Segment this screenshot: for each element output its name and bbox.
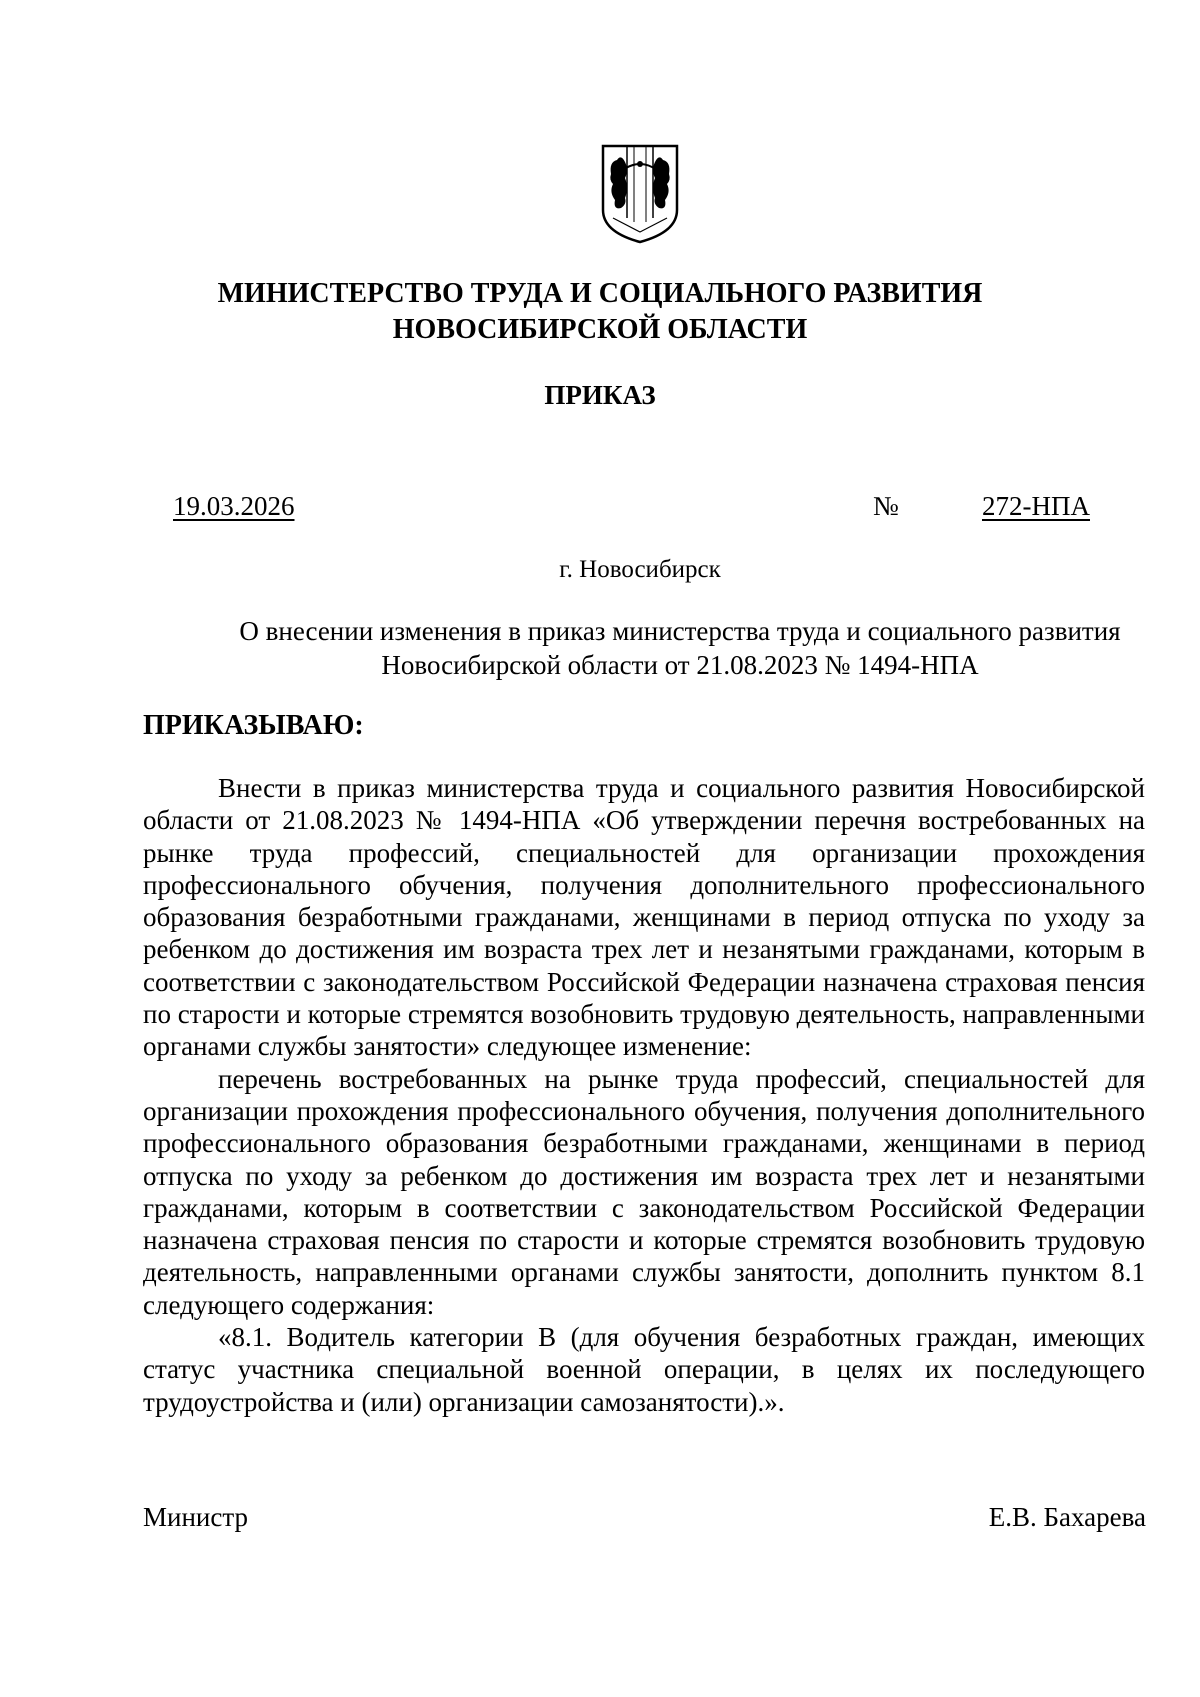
paragraph-2: перечень востребованных на рынке труда профессий, специальностей для организации прохождения профессионального обучения, получения дополнительного профессионального образования безработными гражданами, женщинами в период отпуска по уходу за ребенком до достижения им возраста трех лет и незанятыми гражданами, которым в соответствии с законодательством Российской Федерации назначена страховая пенсия по старости и которые стремятся возобновить трудовую деятельность, направленными органами службы занятости, дополнить пунктом 8.1 следующего содержания: bbox=[143, 1063, 1145, 1320]
coat-of-arms-emblem bbox=[599, 140, 681, 246]
order-subject bbox=[210, 614, 1150, 682]
signatory-name: Е.В. Бахарева bbox=[988, 1502, 1146, 1532]
paragraph-1: Внести в приказ министерства труда и социального развития Новосибирской области от 21.08.2023 № 1494-НПА «Об утверждении перечня востребованных на рынке труда профессий, специальностей для организации прохождения профессионального обучения, получения дополнительного профессионального образования безработными гражданами, женщинами в период отпуска по уходу за ребенком до достижения им возраста трех лет и незанятыми гражданами, которым в соответствии с законодательством Российской Федерации назначена страховая пенсия по старости и которые стремятся возобновить трудовую деятельность, направленными органами службы занятости» следующее изменение: bbox=[143, 773, 1145, 1062]
order-date: 19.03.2026 bbox=[173, 491, 295, 521]
signatory-title: Министр bbox=[143, 1502, 248, 1532]
city: г. Новосибирск bbox=[559, 556, 721, 583]
subject-line-1: О внесении изменения в приказ министерства труда и социального развития bbox=[239, 616, 1121, 646]
ministry-line-1: МИНИСТЕРСТВО ТРУДА И СОЦИАЛЬНОГО РАЗВИТИЯ bbox=[217, 278, 983, 309]
order-body bbox=[143, 772, 1145, 1418]
paragraph-3: «8.1. Водитель категории B (для обучения безработных граждан, имеющих статус участника специальной военной операции, в целях их последующего трудоустройства и (или) организации самозанятости).». bbox=[143, 1322, 1145, 1417]
number-sign: № bbox=[873, 491, 899, 521]
ministry-line-2: НОВОСИБИРСКОЙ ОБЛАСТИ bbox=[392, 314, 808, 345]
document-type: ПРИКАЗ bbox=[544, 380, 656, 410]
ministry-title bbox=[0, 276, 1200, 348]
order-word: ПРИКАЗЫВАЮ: bbox=[143, 710, 364, 741]
order-number: 272-НПА bbox=[982, 491, 1090, 521]
subject-line-2: Новосибирской области от 21.08.2023 № 1494-НПА bbox=[381, 650, 979, 680]
